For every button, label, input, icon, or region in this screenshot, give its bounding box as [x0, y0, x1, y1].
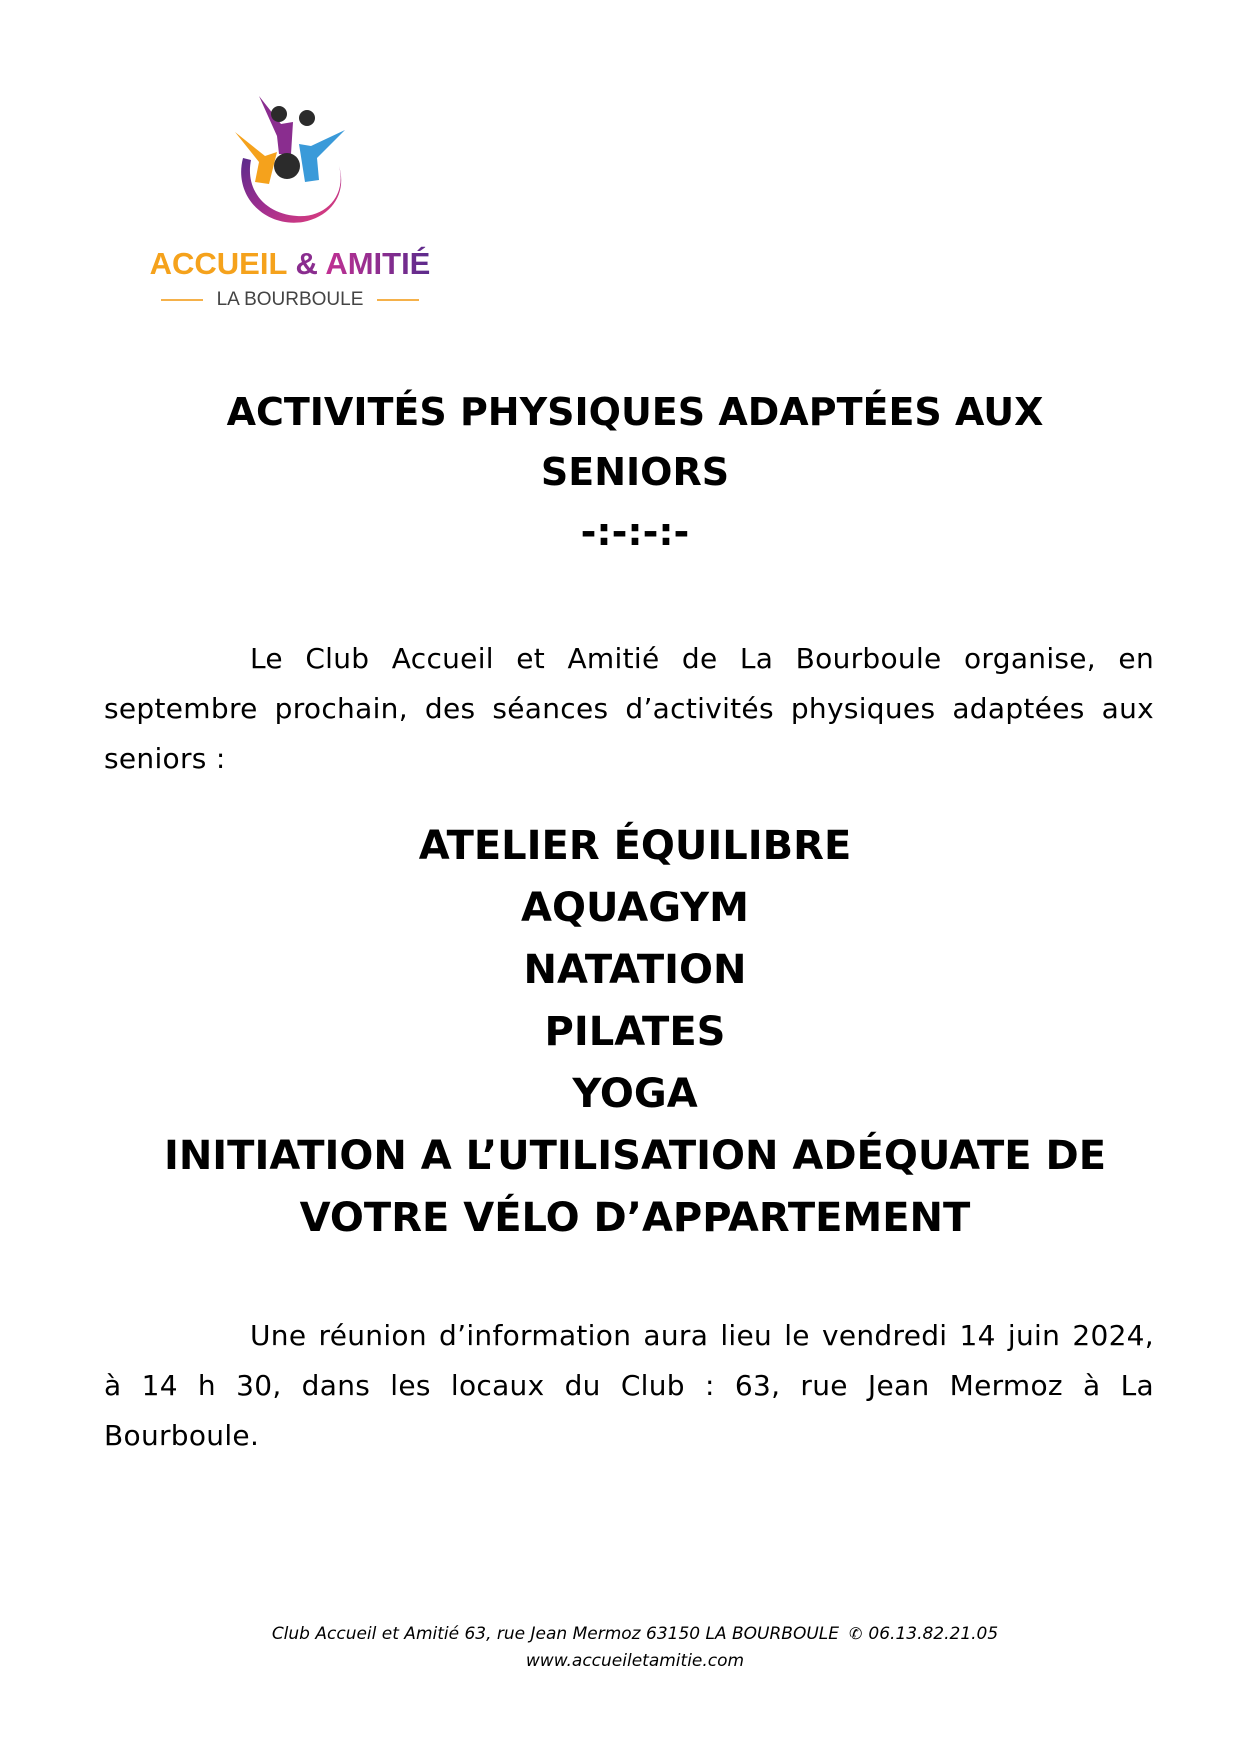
- club-logo: [140, 96, 440, 316]
- title-separator: -:-:-:-: [580, 510, 690, 554]
- activities-list: [80, 815, 1190, 1249]
- logo-rule-right: [377, 299, 419, 301]
- logo-word-amitie: AMITIÉ: [325, 246, 431, 281]
- club-logo-subtitle: [140, 288, 440, 312]
- meeting-paragraph: Une réunion d’information aura lieu le vendredi 14 juin 2024, à 14 h 30, dans les locaux du Club : 63, rue Jean Mermoz à La Bourboule.: [104, 1319, 1154, 1452]
- page-footer: [80, 1620, 1190, 1675]
- phone-icon: ✆: [849, 1624, 863, 1643]
- logo-rule-left: [161, 299, 203, 301]
- intro-paragraph: Le Club Accueil et Amitié de La Bourboule organise, en septembre prochain, des séances d’activités physiques adaptées aux seniors :: [104, 642, 1154, 775]
- activity-item: VOTRE VÉLO D’APPARTEMENT: [299, 1195, 971, 1241]
- activity-item: ATELIER ÉQUILIBRE: [418, 823, 852, 869]
- activity-item: NATATION: [523, 947, 747, 993]
- footer-phone: 06.13.82.21.05: [868, 1624, 999, 1644]
- logo-ampersand: &: [295, 246, 318, 281]
- title-line-1: ACTIVITÉS PHYSIQUES ADAPTÉES AUX: [226, 390, 1044, 434]
- title-line-2: SENIORS: [540, 450, 730, 494]
- footer-website: www.accueiletamitie.com: [525, 1651, 745, 1671]
- activity-item: AQUAGYM: [521, 885, 749, 931]
- club-logo-brand: [140, 246, 440, 282]
- club-logo-icon: [225, 96, 355, 236]
- footer-address: Club Accueil et Amitié 63, rue Jean Mermoz 63150 LA BOURBOULE: [271, 1624, 839, 1644]
- footer-contact-line: [80, 1620, 1190, 1648]
- logo-word-accueil: ACCUEIL: [149, 246, 287, 281]
- document-title: [80, 382, 1190, 562]
- activity-item: YOGA: [572, 1071, 698, 1117]
- activity-item: INITIATION A L’UTILISATION ADÉQUATE DE: [163, 1133, 1107, 1179]
- activity-item: PILATES: [544, 1009, 726, 1055]
- logo-subtitle-text: LA BOURBOULE: [216, 289, 364, 310]
